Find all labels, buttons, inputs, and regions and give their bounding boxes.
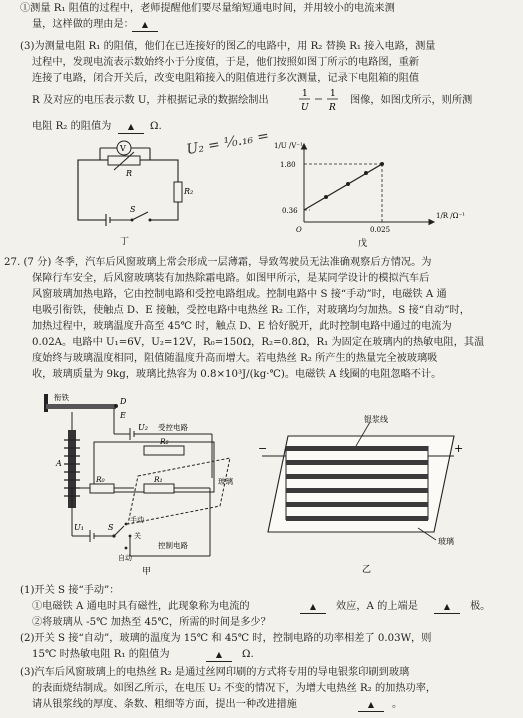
circuit-diagram-jia <box>34 388 244 576</box>
svg-text:1: 1 <box>330 89 336 99</box>
label-glass: 玻璃 <box>218 477 233 486</box>
label-r0: R₀ <box>96 475 105 484</box>
y-tick-top: 1.80 <box>280 161 296 169</box>
text-line: 收，玻璃质量为 9kg，玻璃比热容为 0.8×10³J/(kg·℃)。电磁铁 A 线圈的电阻忽略不计。 <box>32 369 442 380</box>
text-line: 量，这样做的理由是： <box>32 19 134 30</box>
x-tick: 0.025 <box>370 226 391 234</box>
glass-yi-svg <box>258 412 478 578</box>
resistor-r0 <box>90 484 114 493</box>
svg-text:R: R <box>329 103 336 113</box>
text-line: 过程中，发现电流表示数始终小于分度值，于是，他们按照如图丁所示的电路图，重新 <box>32 57 420 68</box>
text-line: (3)为测量电阻 R₁ 的阻值，他们在已连接好的图乙的电路中，用 R₂ 替换 R₁ 接入电路，测量 <box>20 41 436 52</box>
text-line: ①电磁铁 A 通电时具有磁性，此现象称为电流的 <box>32 601 250 612</box>
origin-label: O <box>296 226 302 234</box>
text-line: 极。 <box>470 601 491 612</box>
text-line: 电阻 R₂ 的阻值为 <box>32 121 112 132</box>
graph-wu-svg <box>264 140 465 252</box>
x-axis-label: 1/R /Ω⁻¹ <box>436 212 465 220</box>
graph-wu <box>264 140 465 252</box>
text-line: ①测量 R₁ 阻值的过程中，老师提醒他们要尽量缩短通电时间，并用较小的电流来测 <box>20 3 395 14</box>
graph-line <box>304 164 382 210</box>
glass-diagram-yi <box>258 412 478 578</box>
label-armature: 衔铁 <box>54 393 69 402</box>
y-tick-low: 0.36 <box>282 207 298 215</box>
fig-caption: 甲 <box>142 567 152 577</box>
text-line: 效应，A 的上端是 <box>336 601 418 612</box>
text-line: Ω. <box>150 121 162 132</box>
resistor-r2 <box>144 446 184 455</box>
text-line: 请从银浆线的厚度、条数、粗细等方面，提出一种改进措施 <box>32 699 297 710</box>
fig-caption: 戊 <box>358 239 368 249</box>
text-line: 。 <box>392 699 403 710</box>
label-u1: U₁ <box>74 523 84 532</box>
y-axis-label: 1/U /V⁻¹ <box>274 142 303 150</box>
text-line: 的表面烧结制成。如图乙所示，在电压 U₂ 不变的情况下，为增大电热丝 R₂ 的加热功率， <box>32 683 437 694</box>
fig-caption: 丁 <box>120 237 130 247</box>
label-glass: 玻璃 <box>438 537 454 546</box>
circuit-ding-svg <box>70 140 194 250</box>
text-line: (1)开关 S 接“手动”： <box>20 585 120 596</box>
answer-blank[interactable]: ▲ <box>358 698 384 712</box>
text-line: (3)汽车后风窗玻璃上的电热丝 R₂ 是通过丝网印刷的方式将专用的导电银浆印刷到玻璃 <box>20 667 410 678</box>
label-minus: − <box>258 442 268 455</box>
answer-blank[interactable]: ▲ <box>434 600 460 614</box>
text-line: Ω. <box>242 649 254 660</box>
text-line: 图像，如图戊所示，则所测 <box>350 95 473 106</box>
text-line: ②将玻璃从 -5℃ 加热至 45℃，所需的时间是多少？ <box>32 617 271 628</box>
text-line: 连接了电路，闭合开关后，改变电阻箱接入的阻值进行多次测量，记录下电阻箱的阻值 <box>32 73 420 84</box>
text-line: 15℃ 时热敏电阻 R₁ 的阻值为 <box>32 649 170 660</box>
handwritten-note: U₂ = ¹⁄₀.₁₆ = <box>185 127 271 159</box>
circuit-diagram-ding <box>70 140 194 250</box>
fraction-formula <box>296 86 348 114</box>
label-manual: 手动 <box>130 516 144 524</box>
text-line: 保障行车安全，后风窗玻璃装有加热除霜电路。如图甲所示，是某同学设计的模拟汽车后 <box>32 273 430 284</box>
text-line: 风窗玻璃加热电路，它由控制电路和受控电路组成。控制电路中 S 接“手动”时，电磁铁 A 通 <box>32 289 447 300</box>
text-line: 27. (7 分) 冬季，汽车后风窗玻璃上常会形成一层薄霜，导致驾驶员无法准确观察后方情况。为 <box>4 257 432 268</box>
svg-text:1: 1 <box>302 89 308 99</box>
fig-caption: 乙 <box>362 565 372 575</box>
text-line: 加热过程中，玻璃温度升高至 45℃ 时，触点 D、E 恰好脱开，此时控制电路中通过的电流为 <box>32 321 452 332</box>
svg-text:U: U <box>301 103 309 113</box>
voltmeter-label: V <box>120 144 126 153</box>
text-line: (2)开关 S 接“自动”，玻璃的温度为 15℃ 和 45℃ 时，控制电路的功率相差了 0.03W，则 <box>20 633 432 644</box>
text-line: 电吸引衔铁，使触点 D、E 接触，受控电路中电热丝 R₂ 工作，对玻璃均匀加热。S 接“自动”时， <box>32 305 470 316</box>
label-auto: 自动 <box>118 554 132 562</box>
label-e: E <box>120 411 126 420</box>
label-a: A <box>56 459 62 468</box>
text-line: 度始终与玻璃温度相同，阻值随温度升高而增大。若电热丝 R₂ 所产生的热量完全被玻璃吸 <box>32 353 438 364</box>
r2-label: R₂ <box>184 187 194 196</box>
switch-label: S <box>130 205 136 214</box>
label-controlled: 受控电路 <box>158 423 188 432</box>
resistor-r1 <box>144 484 174 493</box>
answer-blank[interactable]: ▲ <box>118 120 144 134</box>
text-line: R 及对应的电压表示数 U，并根据记录的数据绘制出 <box>32 95 269 106</box>
r-label: R <box>126 169 133 178</box>
label-r1: R₁ <box>154 475 163 484</box>
label-silver: 银浆线 <box>364 415 388 424</box>
text-line: 0.02A。电路中 U₁=6V，U₂=12V，R₀=150Ω，R₂=0.8Ω，R₁ 为固定在玻璃内的热敏电阻，其温 <box>32 337 485 348</box>
label-d: D <box>120 397 127 406</box>
label-off: 关 <box>134 532 141 540</box>
resistor-r2 <box>174 182 182 202</box>
label-plus: + <box>454 442 464 455</box>
label-s: S <box>108 523 114 532</box>
answer-blank[interactable]: ▲ <box>206 648 232 662</box>
label-r2: R₂ <box>160 437 169 446</box>
label-control: 控制电路 <box>158 541 188 550</box>
answer-blank[interactable]: ▲ <box>132 18 158 32</box>
answer-blank[interactable]: ▲ <box>300 600 326 614</box>
label-u2: U₂ <box>138 423 148 432</box>
pivot <box>44 394 48 412</box>
armature <box>46 404 116 409</box>
circuit-jia-svg <box>34 388 244 576</box>
